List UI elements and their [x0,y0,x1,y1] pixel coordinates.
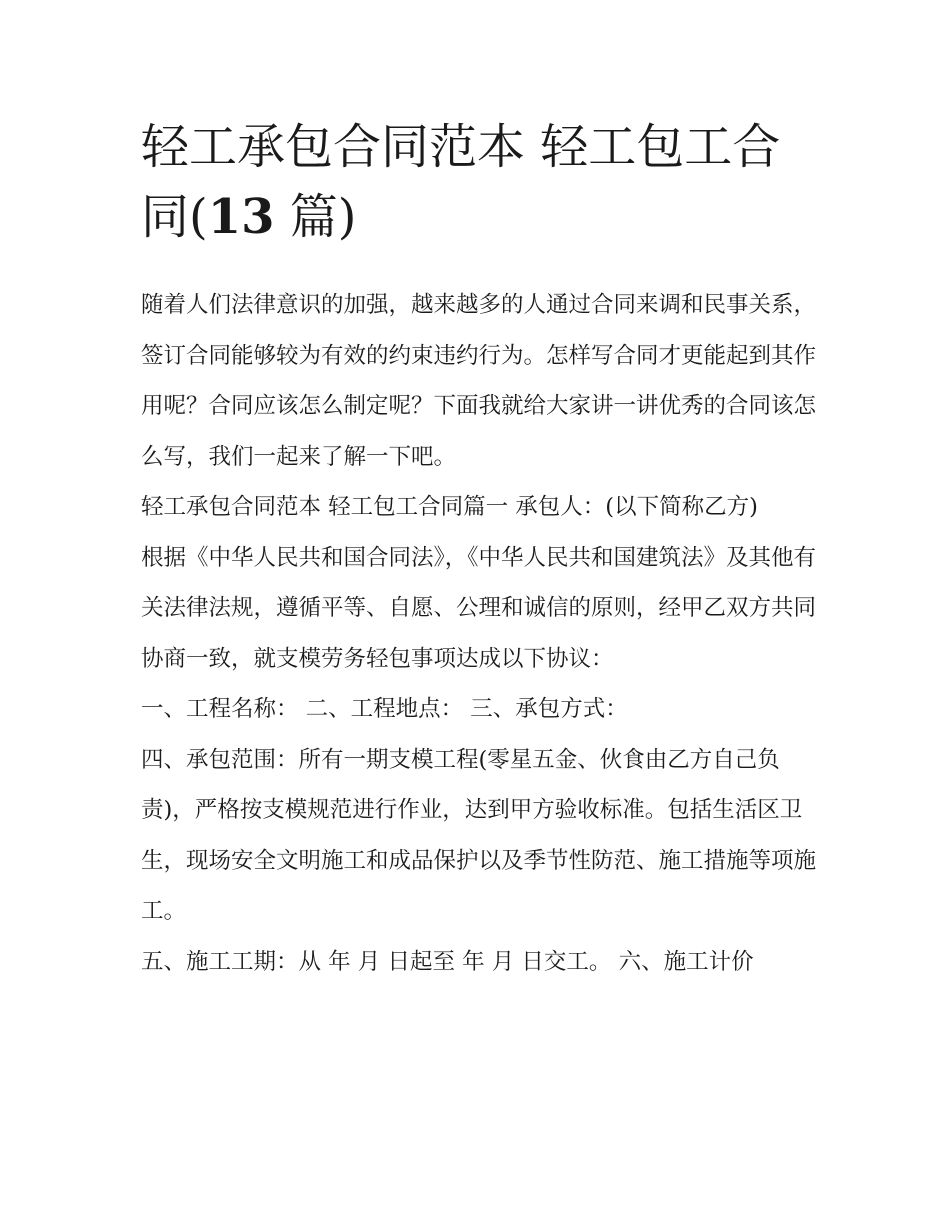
document-title [141,112,821,252]
paragraph-schedule: 五、施工工期：从 年 月 日起至 年 月 日交工。 六、施工计价 [141,948,754,975]
paragraph-project-info: 一、工程名称： 二、工程地点： 三、承包方式： [141,696,628,722]
paragraph-intro: 随着人们法律意识的加强，越来越多的人通过合同来调和民事关系，签订合同能够较为有效的约束违约行为。怎样写合同才更能起到其作用呢？合同应该怎么制定呢？下面我就给大家讲一讲优秀的合同该怎么写，我们一起来了解一下吧。 [141,292,817,470]
document-body [141,280,821,987]
title-text-part1: 轻工承包合同范本 轻工包工合同( [141,119,781,245]
paragraph-scope: 四、承包范围：所有一期支模工程(零星五金、伙食由乙方自己负责)，严格按支模规范进行作业，达到甲方验收标准。包括生活区卫生，现场安全文明施工和成品保护以及季节性防范、施工措施等项施工。 [141,746,817,924]
title-text-part2: 篇) [274,189,357,245]
title-count: 13 [207,189,275,245]
paragraph-legal-basis: 根据《中华人民共和国合同法》，《中华人民共和国建筑法》及其他有关法律法规，遵循平等、自愿、公理和诚信的原则，经甲乙双方共同协商一致，就支模劳务轻包事项达成以下协议： [141,544,817,672]
paragraph-contractor: 轻工承包合同范本 轻工包工合同篇一 承包人：(以下简称乙方) [141,494,758,520]
